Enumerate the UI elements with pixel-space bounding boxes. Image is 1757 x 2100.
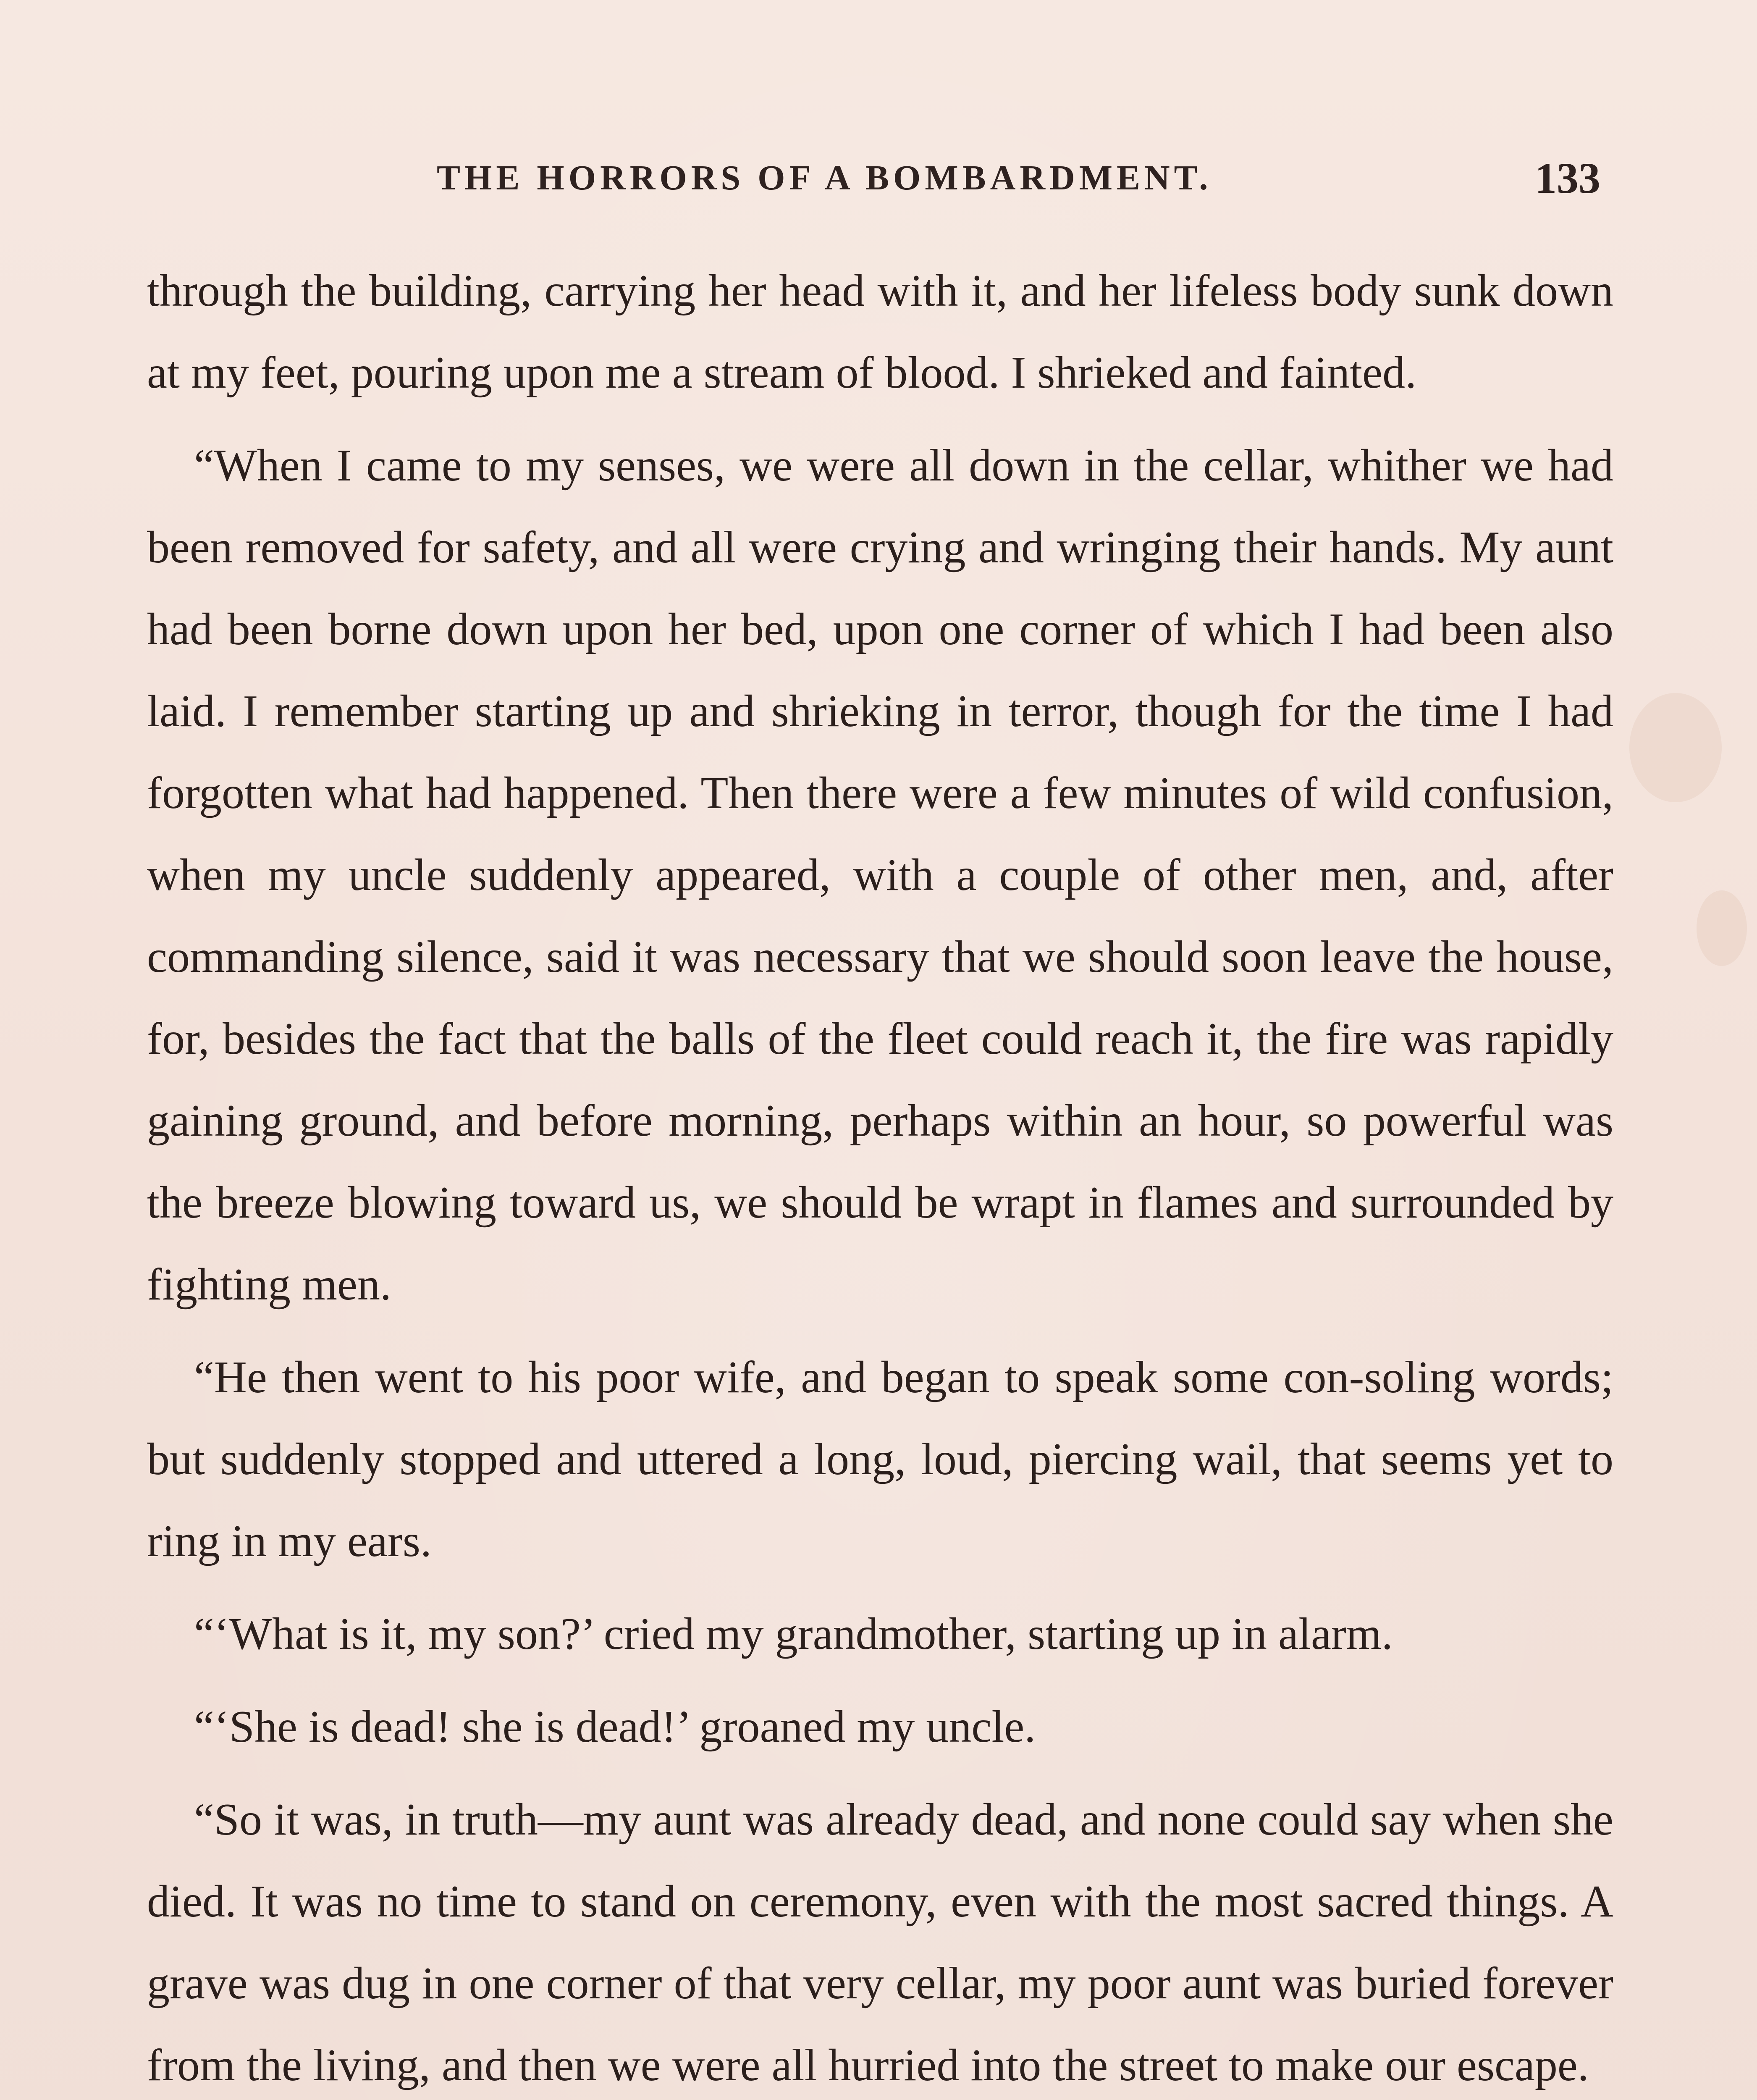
running-head	[0, 153, 1757, 212]
body-text	[147, 250, 1613, 2100]
paragraph: “‘She is dead! she is dead!’ groaned my uncle.	[194, 1702, 1036, 1752]
paragraph: “‘What is it, my son?’ cried my grandmother, starting up in alarm.	[194, 1609, 1393, 1659]
paragraph: “He then went to his poor wife, and began to speak some con-soling words; but suddenly stopped and uttered a long, loud, piercing wail, that seems yet to ring in my ears.	[147, 1352, 1613, 1566]
paragraph: through the building, carrying her head with it, and her lifeless body sunk down at my feet, pouring upon me a stream of blood. I shrieked and fainted.	[147, 266, 1613, 398]
page-number: 133	[1535, 154, 1600, 202]
paragraph: “When I came to my senses, we were all down in the cellar, whither we had been removed for safety, and all were crying and wringing their hands. My aunt had been borne down upon her bed, upon one corner of which I had been also laid. I remember starting up and shrieking in terror, though for the time I had forgotten what had happened. Then there were a few minutes of wild confusion, when my uncle suddenly appeared, with a couple of other men, and, after commanding silence, said it was necessary that we should soon leave the house, for, besides the fact that the balls of the fleet could reach it, the fire was rapidly gaining ground, and before morning, perhaps within an hour, so powerful was the breeze blowing toward us, we should be wrapt in flames and surrounded by fighting men.	[147, 441, 1613, 1310]
running-title: THE HORRORS OF A BOMBARDMENT.	[437, 158, 1212, 197]
paper-stain	[1629, 693, 1722, 802]
paragraph: “So it was, in truth—my aunt was already dead, and none could say when she died. It was no time to stand on ceremony, even with the most sacred things. A grave was dug in one corner of that very cellar, my poor aunt was buried forever from the living, and then we were all hurried into the street to make our escape.	[147, 1795, 1613, 2090]
paper-stain	[1697, 890, 1747, 966]
